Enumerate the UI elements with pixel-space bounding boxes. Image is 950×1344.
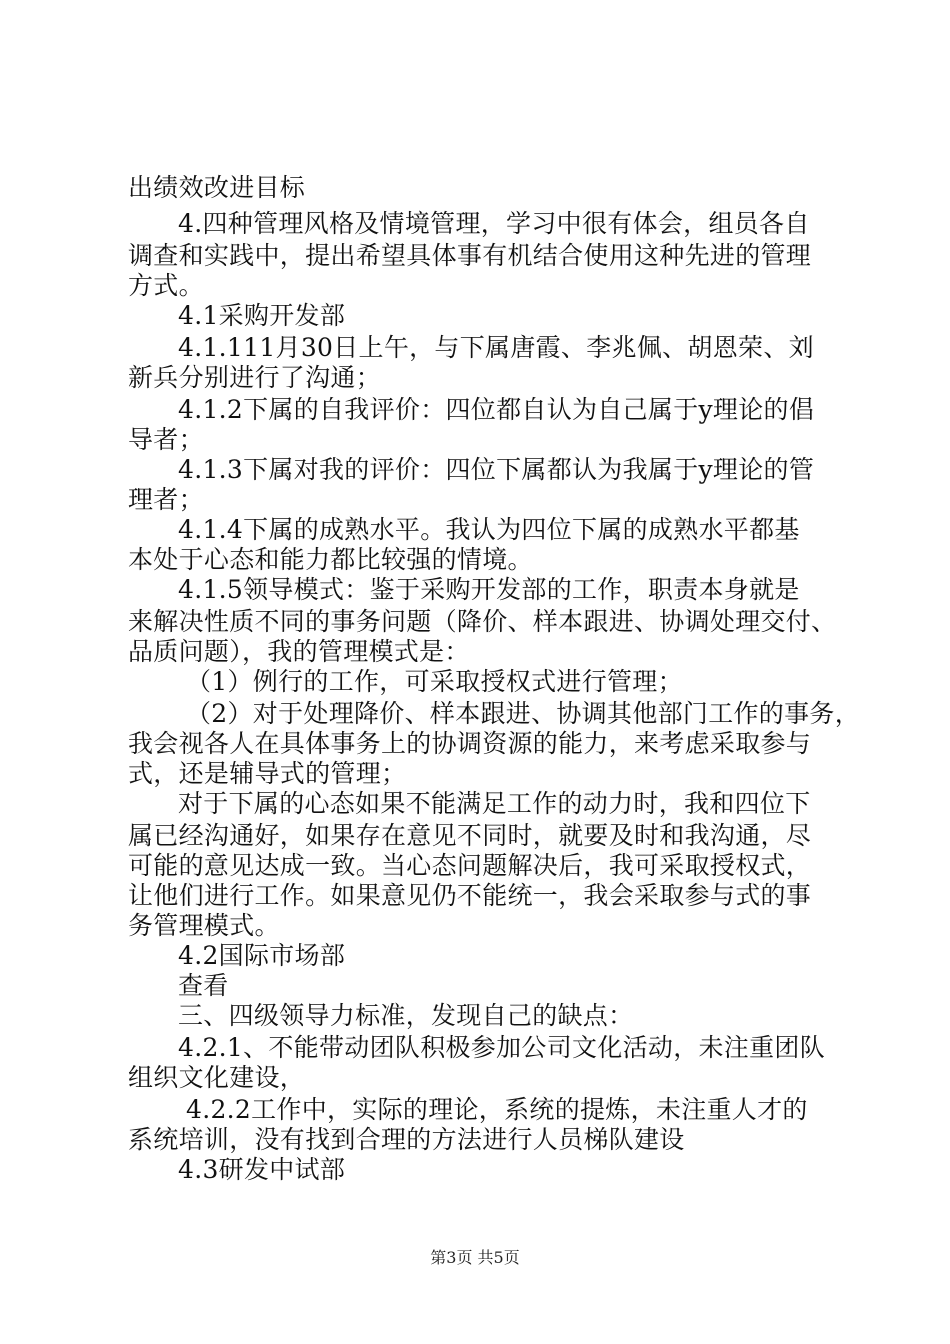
text-line: 理者； xyxy=(128,485,204,514)
text-line: 4.1.111月30日上午，与下属唐霞、李兆佩、胡恩荣、刘 xyxy=(178,333,814,362)
text-line: 我会视各人在具体事务上的协调资源的能力，来考虑采取参与 xyxy=(128,729,812,758)
text-line: 新兵分别进行了沟通； xyxy=(128,363,382,392)
text-line: 查看 xyxy=(178,971,229,1000)
text-line: （2）对于处理降价、样本跟进、协调其他部门工作的事务， xyxy=(186,699,861,728)
text-line: 导者； xyxy=(128,425,204,454)
text-line: 4.2.1、不能带动团队积极参加公司文化活动，未注重团队 xyxy=(178,1033,826,1062)
text-line: 务管理模式。 xyxy=(128,911,280,940)
text-line: 来解决性质不同的事务问题（降价、样本跟进、协调处理交付、 xyxy=(128,607,837,636)
text-line: 4.2国际市场部 xyxy=(178,941,346,970)
page-number-footer: 第3页 共5页 xyxy=(430,1248,520,1267)
text-line: 4.2.2工作中，实际的理论，系统的提炼，未注重人才的 xyxy=(186,1095,808,1124)
text-line: 可能的意见达成一致。当心态问题解决后，我可采取授权式， xyxy=(128,851,812,880)
text-line: 方式。 xyxy=(128,271,204,300)
text-line: 品质问题），我的管理模式是： xyxy=(128,637,470,666)
text-line: 4.3研发中试部 xyxy=(178,1155,346,1184)
text-line: 属已经沟通好，如果存在意见不同时，就要及时和我沟通，尽 xyxy=(128,821,812,850)
text-line: 4.1采购开发部 xyxy=(178,301,346,330)
text-line: 4.1.3下属对我的评价：四位下属都认为我属于y理论的管 xyxy=(178,455,815,484)
text-line: 4.1.5领导模式：鉴于采购开发部的工作，职责本身就是 xyxy=(178,575,800,604)
text-line: （1）例行的工作，可采取授权式进行管理； xyxy=(186,667,683,696)
text-line: 4.1.2下属的自我评价：四位都自认为自己属于y理论的倡 xyxy=(178,395,815,424)
text-line: 4.1.4下属的成熟水平。我认为四位下属的成熟水平都基 xyxy=(178,515,800,544)
text-line: 4.四种管理风格及情境管理，学习中很有体会，组员各自 xyxy=(178,209,810,238)
text-line: 组织文化建设， xyxy=(128,1063,306,1092)
text-line: 系统培训，没有找到合理的方法进行人员梯队建设 xyxy=(128,1125,685,1154)
text-line: 对于下属的心态如果不能满足工作的动力时，我和四位下 xyxy=(178,789,811,818)
text-line: 三、四级领导力标准，发现自己的缺点： xyxy=(178,1001,634,1030)
text-line: 本处于心态和能力都比较强的情境。 xyxy=(128,545,533,574)
text-line: 式，还是辅导式的管理； xyxy=(128,759,407,788)
text-line: 让他们进行工作。如果意见仍不能统一，我会采取参与式的事 xyxy=(128,881,812,910)
text-line: 调查和实践中，提出希望具体事有机结合使用这种先进的管理 xyxy=(128,241,812,270)
text-line: 出绩效改进目标 xyxy=(128,173,306,202)
